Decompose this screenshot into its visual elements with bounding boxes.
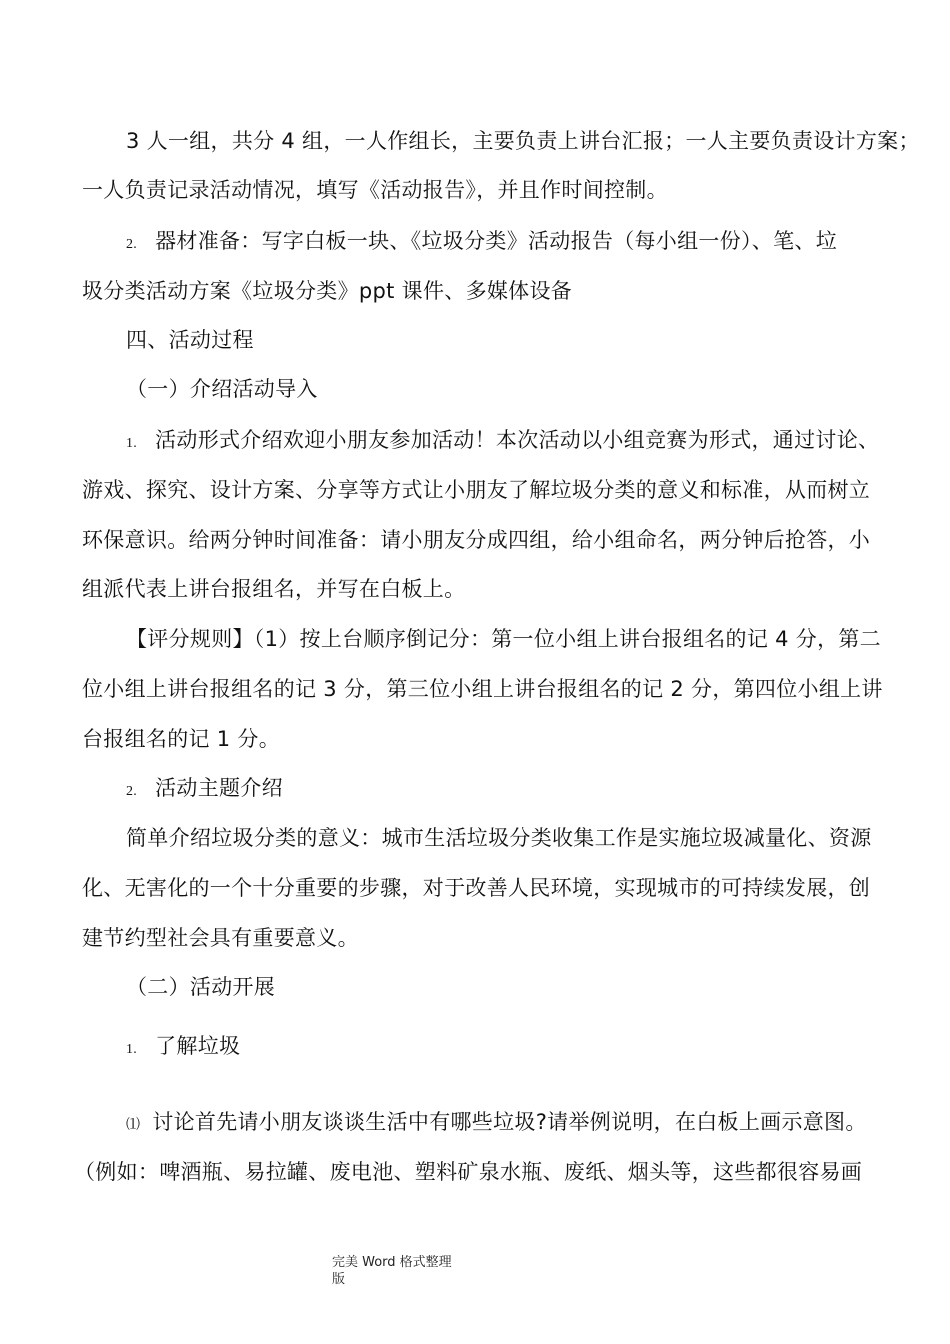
text: 建节约型社会具有重要意义。 xyxy=(82,926,359,950)
text: 活动形式介绍欢迎小朋友参加活动！本次活动以小组竞赛为形式，通过讨论、 xyxy=(155,428,880,452)
text: 了解垃圾 xyxy=(155,1034,241,1058)
footer-text: 完美 Word 格式整理 xyxy=(332,1255,452,1270)
subsection-heading xyxy=(126,972,926,1002)
text: 组派代表上讲台报组名，并写在白板上。 xyxy=(82,577,466,601)
text: 化、无害化的一个十分重要的步骤，对于改善人民环境，实现城市的可持续发展，创 xyxy=(82,876,871,900)
paragraph-line xyxy=(126,126,926,156)
paragraph-line xyxy=(82,574,882,604)
paragraph-line xyxy=(82,873,882,903)
numbered-item-equipment xyxy=(126,226,926,260)
paragraph-line xyxy=(82,475,882,505)
text: （二）活动开展 xyxy=(126,975,276,999)
numbered-item-understand xyxy=(126,1031,926,1065)
numbered-item-discuss xyxy=(126,1107,926,1141)
paragraph-line xyxy=(82,923,882,953)
text: 环保意识。给两分钟时间准备：请小朋友分成四组，给小组命名，两分钟后抢答，小 xyxy=(82,528,871,552)
paragraph-line xyxy=(82,724,882,754)
section-heading xyxy=(126,325,926,355)
paragraph-line xyxy=(82,175,882,205)
paragraph-line xyxy=(126,823,926,853)
item-number: 1. xyxy=(126,1042,138,1057)
text: 器材准备：写字白板一块、《垃圾分类》活动报告（每小组一份）、笔、垃 xyxy=(155,229,838,253)
item-number: 2. xyxy=(126,784,138,799)
subsection-heading xyxy=(126,374,926,404)
item-number: 2. xyxy=(126,237,138,252)
paragraph-line xyxy=(74,1157,874,1187)
paragraph-line xyxy=(82,674,882,704)
item-number: ⑴ xyxy=(126,1118,141,1133)
footer-text: 版 xyxy=(332,1272,346,1287)
page-footer xyxy=(332,1254,462,1288)
item-number: 1. xyxy=(126,436,138,451)
text: 活动主题介绍 xyxy=(155,776,283,800)
text: 台报组名的记 1 分。 xyxy=(82,727,281,751)
text: 【评分规则】（1）按上台顺序倒记分：第一位小组上讲台报组名的记 4 分，第二 xyxy=(126,627,881,651)
text: 简单介绍垃圾分类的意义：城市生活垃圾分类收集工作是实施垃圾减量化、资源 xyxy=(126,826,872,850)
text: 讨论首先请小朋友谈谈生活中有哪些垃圾?请举例说明，在白板上画示意图。 xyxy=(152,1110,867,1134)
numbered-item-intro xyxy=(126,425,926,459)
text: 位小组上讲台报组名的记 3 分，第三位小组上讲台报组名的记 2 分，第四位小组上讲 xyxy=(82,677,883,701)
scoring-rules xyxy=(126,624,926,654)
text: （一）介绍活动导入 xyxy=(126,377,318,401)
paragraph-line xyxy=(82,276,882,306)
text: 圾分类活动方案《垃圾分类》ppt 课件、多媒体设备 xyxy=(82,279,573,303)
text: 四、活动过程 xyxy=(126,328,254,352)
text: 游戏、探究、设计方案、分享等方式让小朋友了解垃圾分类的意义和标准，从而树立 xyxy=(82,478,871,502)
paragraph-line xyxy=(82,525,882,555)
text: 3 人一组，共分 4 组，一人作组长，主要负责上讲台汇报；一人主要负责设计方案； xyxy=(126,129,920,153)
numbered-item-theme xyxy=(126,773,926,807)
text: 一人负责记录活动情况，填写《活动报告》，并且作时间控制。 xyxy=(82,178,668,202)
text: （例如：啤酒瓶、易拉罐、废电池、塑料矿泉水瓶、废纸、烟头等，这些都很容易画 xyxy=(74,1160,863,1184)
